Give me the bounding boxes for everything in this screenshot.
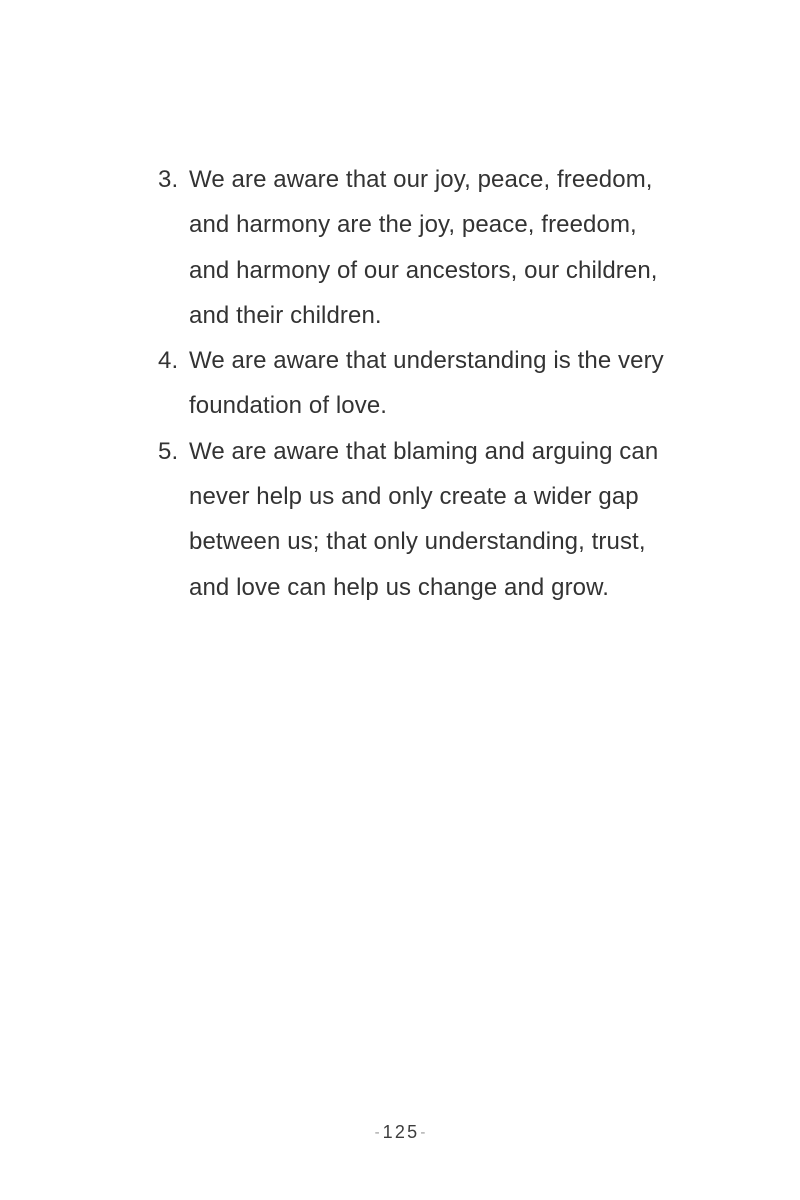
list-item-text xyxy=(189,157,658,338)
text-line: and harmony of our ancestors, our children, xyxy=(189,256,658,284)
list-item xyxy=(158,429,664,610)
list-item xyxy=(158,157,664,338)
list-item-text xyxy=(189,338,664,429)
page-footer xyxy=(0,1122,800,1143)
text-line: between us; that only understanding, trust, xyxy=(189,528,646,556)
text-line: never help us and only create a wider gap xyxy=(189,483,639,511)
footer-left-dash: - xyxy=(374,1124,380,1141)
text-line: and love can help us change and grow. xyxy=(189,573,610,601)
text-line: foundation of love. xyxy=(189,392,388,420)
text-line: We are aware that understanding is the very xyxy=(189,347,664,375)
text-line: and their children. xyxy=(189,301,382,329)
list-item-number: 5. xyxy=(158,437,179,465)
text-line: We are aware that blaming and arguing can xyxy=(189,437,659,465)
list-item xyxy=(158,338,664,429)
text-line: and harmony are the joy, peace, freedom, xyxy=(189,211,637,239)
list-item-text xyxy=(189,429,658,610)
footer-right-dash: - xyxy=(420,1124,426,1141)
list-item-number: 4. xyxy=(158,347,179,375)
list-item-number: 3. xyxy=(158,166,179,193)
numbered-list xyxy=(158,157,664,610)
page-number: 125 xyxy=(382,1122,420,1142)
text-line: We are aware that our joy, peace, freedom, xyxy=(189,166,653,193)
